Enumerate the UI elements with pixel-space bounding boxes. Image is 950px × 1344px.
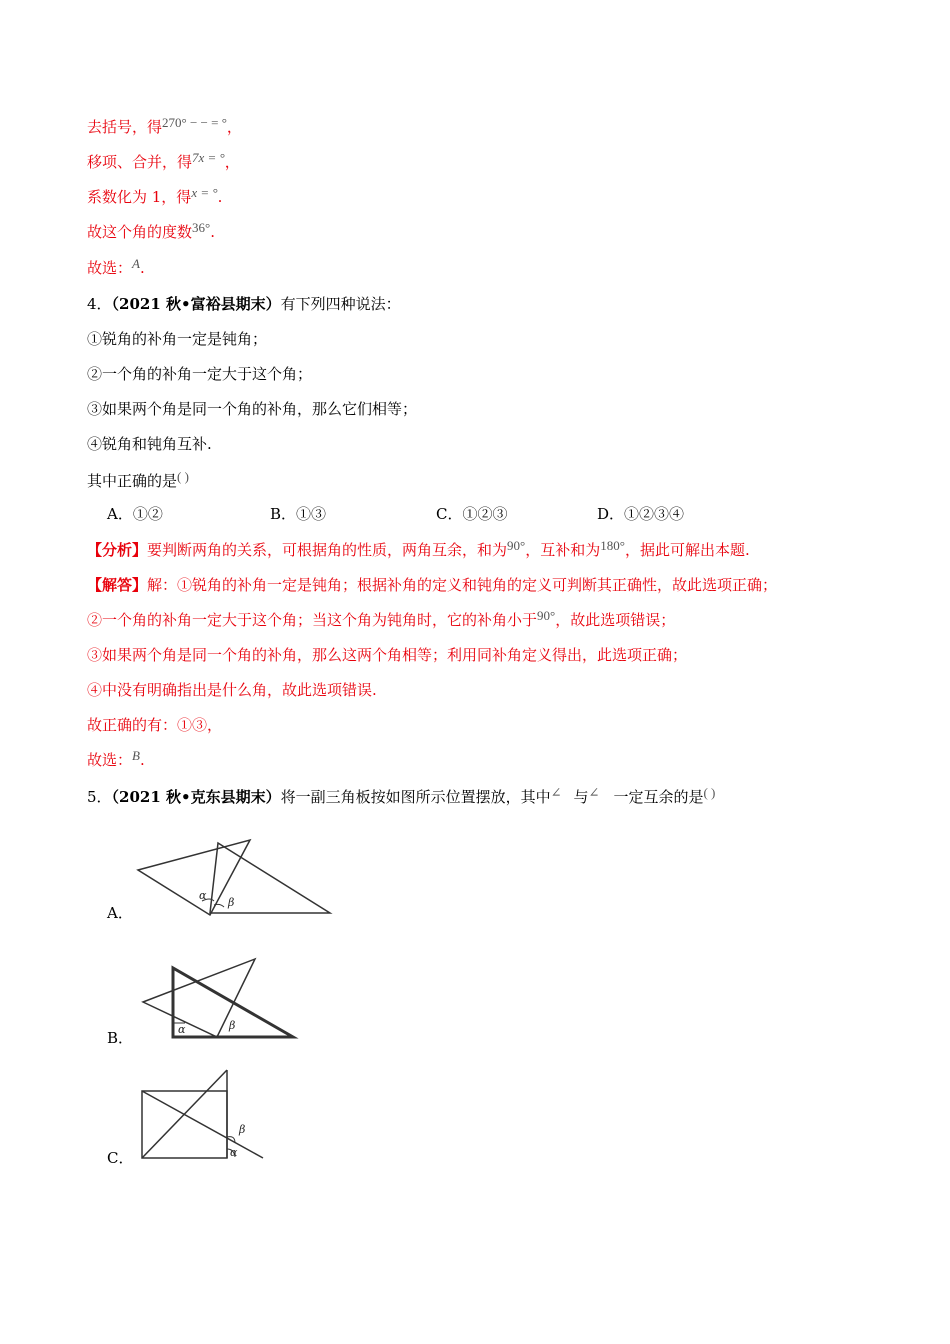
option-d: D．①②③④ (597, 505, 685, 523)
beta-label: β (228, 896, 235, 909)
beta-label: β (239, 1123, 246, 1136)
option-a: A．①② (107, 505, 163, 523)
alpha-label: α (178, 1023, 186, 1036)
final-answer: 故选：B. (87, 748, 145, 769)
analysis: 【分析】要判断两角的关系，可根据角的性质，两角互余，和为90°，互补和为180°，据此可解出本题. (87, 538, 750, 559)
solution-step-4: 故这个角的度数36°. (87, 220, 215, 241)
figure-c-diagram (135, 1065, 275, 1165)
solution-step-1: 去括号，得270° − − = °， (87, 115, 242, 136)
beta-label: β (229, 1019, 236, 1032)
solution-step-3: 系数化为 1，得x = °. (87, 185, 223, 206)
triangle-overlay (143, 959, 255, 1037)
question-5-stem: 5．（2021 秋•克东县期末）将一副三角板按如图所示位置摆放，其中∠ 与∠ 一定互余的是( ) (87, 785, 716, 806)
figure-a-diagram (130, 835, 340, 925)
answer-line-1: 【解答】解：①锐角的补角一定是钝角；根据补角的定义和钝角的定义可判断其正确性，故此选项正确； (87, 576, 778, 594)
option-b: B．①③ (270, 505, 327, 523)
answer-line-4: ④中没有明确指出是什么角，故此选项错误. (87, 681, 377, 699)
figure-a-label: A． (107, 904, 133, 922)
alpha-label: α (230, 1146, 238, 1159)
answer-line-2: ②一个角的补角一定大于这个角；当这个角为钝角时，它的补角小于90°，故此选项错误； (87, 608, 676, 629)
statement-1: ①锐角的补角一定是钝角； (87, 330, 268, 348)
rectangle-frame (142, 1091, 227, 1158)
figure-b-diagram (135, 955, 305, 1045)
option-c: C．①②③ (436, 505, 508, 523)
solution-step-2: 移项、合并，得7x = °， (87, 150, 240, 171)
figure-b-label: B． (107, 1029, 134, 1047)
statement-2: ②一个角的补角一定大于这个角； (87, 365, 313, 383)
alpha-label: α (199, 889, 207, 902)
question-4-ask: 其中正确的是( ) (87, 469, 189, 490)
answer-line-5: 故正确的有：①③， (87, 716, 223, 734)
figure-c-label: C． (107, 1149, 134, 1167)
question-4-stem: 4．（2021 秋•富裕县期末）有下列四种说法： (87, 295, 401, 313)
solution-answer: 故选：A. (87, 256, 145, 277)
statement-3: ③如果两个角是同一个角的补角，那么它们相等； (87, 400, 418, 418)
answer-line-3: ③如果两个角是同一个角的补角，那么这两个角相等；利用同补角定义得出，此选项正确； (87, 646, 688, 664)
statement-4: ④锐角和钝角互补. (87, 435, 212, 453)
slant-line (142, 1070, 227, 1158)
